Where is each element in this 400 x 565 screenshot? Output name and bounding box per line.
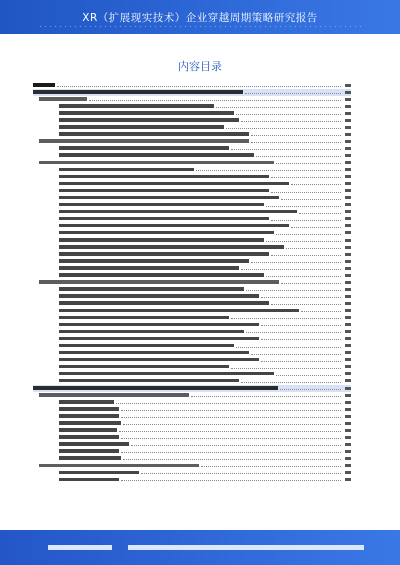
toc-entry[interactable] — [33, 470, 351, 477]
toc-page-number — [345, 316, 351, 319]
toc-leader-dots — [266, 206, 341, 207]
toc-page-number — [345, 98, 351, 101]
toc-page-number — [345, 210, 351, 213]
toc-leader-dots — [121, 438, 341, 439]
toc-entry-label — [59, 231, 274, 235]
toc-page-number — [345, 351, 351, 354]
toc-entry-label — [59, 372, 274, 376]
toc-entry-label — [39, 139, 249, 143]
toc-entry-label — [59, 287, 244, 291]
toc-leader-dots — [123, 459, 341, 460]
toc-page-number — [345, 147, 351, 150]
toc-page-number — [345, 239, 351, 242]
toc-entry[interactable] — [33, 103, 351, 110]
toc-leader-dots — [261, 361, 341, 362]
toc-leader-dots — [281, 283, 341, 284]
toc-entry-label — [59, 478, 119, 482]
toc-page-number — [345, 231, 351, 234]
toc-page-number — [345, 422, 351, 425]
toc-page-number — [345, 281, 351, 284]
toc-entry-label — [59, 379, 239, 383]
toc-entry[interactable] — [33, 152, 351, 159]
toc-entry[interactable] — [33, 258, 351, 265]
toc-entry-label — [33, 386, 278, 390]
toc-entry[interactable] — [33, 244, 351, 251]
toc-entry[interactable] — [33, 463, 351, 470]
toc-leader-dots — [266, 276, 341, 277]
toc-leader-dots — [261, 297, 341, 298]
toc-entry-label — [59, 111, 234, 115]
toc-leader-dots — [121, 417, 341, 418]
toc-page-number — [345, 309, 351, 312]
toc-entry[interactable] — [33, 392, 351, 399]
toc-entry[interactable] — [33, 117, 351, 124]
toc-page-number — [345, 105, 351, 108]
toc-entry[interactable] — [33, 181, 351, 188]
toc-entry-label — [59, 224, 289, 228]
toc-entry[interactable] — [33, 110, 351, 117]
footer-right-text — [128, 545, 364, 550]
toc-entry-label — [59, 309, 299, 313]
toc-leader-dots — [119, 431, 341, 432]
toc-entry[interactable] — [33, 364, 351, 371]
toc-entry[interactable] — [33, 308, 351, 315]
toc-entry-label — [59, 316, 229, 320]
toc-entry[interactable] — [33, 350, 351, 357]
toc-entry[interactable] — [33, 202, 351, 209]
toc-entry[interactable] — [33, 378, 351, 385]
toc-entry[interactable] — [33, 477, 351, 484]
toc-page-number — [345, 224, 351, 227]
toc-entry[interactable] — [33, 82, 351, 89]
toc-leader-dots — [231, 368, 341, 369]
toc-leader-dots — [231, 149, 341, 150]
toc-leader-dots — [271, 220, 341, 221]
toc-leader-dots — [191, 396, 341, 397]
toc-entry[interactable] — [33, 195, 351, 202]
toc-leader-dots — [231, 318, 341, 319]
toc-leader-dots — [271, 255, 341, 256]
toc-page-number — [345, 84, 351, 87]
toc-page-number — [345, 450, 351, 453]
report-header-bar — [0, 0, 400, 34]
toc-entry-label — [39, 97, 87, 101]
toc-page-number — [345, 344, 351, 347]
toc-page-number — [345, 436, 351, 439]
toc-page-number — [345, 415, 351, 418]
toc-entry-label — [59, 330, 244, 334]
toc-page-number — [345, 267, 351, 270]
toc-entry-label — [59, 351, 249, 355]
toc-entry[interactable] — [33, 420, 351, 427]
toc-entry[interactable] — [33, 385, 351, 392]
toc-entry-label — [59, 259, 249, 263]
toc-leader-dots — [89, 100, 341, 101]
toc-entry[interactable] — [33, 371, 351, 378]
toc-entry-label — [59, 153, 254, 157]
toc-page-number — [345, 154, 351, 157]
toc-leader-dots — [299, 213, 341, 214]
toc-entry-label — [59, 294, 259, 298]
toc-page-number — [345, 394, 351, 397]
toc-leader-dots — [261, 339, 341, 340]
toc-page-number — [345, 471, 351, 474]
toc-entry[interactable] — [33, 315, 351, 322]
toc-leader-dots — [131, 445, 341, 446]
toc-title: 内容目录 — [178, 60, 222, 73]
toc-entry-label — [59, 301, 269, 305]
toc-page-number — [345, 323, 351, 326]
toc-entry[interactable] — [33, 160, 351, 167]
toc-entry-label — [59, 449, 119, 453]
toc-entry[interactable] — [33, 209, 351, 216]
report-title: XR（扩展现实技术）企业穿越周期策略研究报告 — [82, 12, 318, 24]
toc-entry-label — [59, 189, 269, 193]
toc-page-number — [345, 161, 351, 164]
toc-entry[interactable] — [33, 124, 351, 131]
toc-page-number — [345, 358, 351, 361]
toc-leader-dots — [251, 142, 341, 143]
toc-leader-dots — [236, 114, 341, 115]
toc-leader-dots — [280, 389, 341, 390]
toc-entry-label — [59, 104, 214, 108]
toc-page-number — [345, 443, 351, 446]
toc-page-number — [345, 246, 351, 249]
toc-entry-label — [59, 252, 269, 256]
toc-page-number — [345, 457, 351, 460]
toc-entry[interactable] — [33, 230, 351, 237]
toc-page-number — [345, 379, 351, 382]
toc-entry[interactable] — [33, 455, 351, 462]
toc-leader-dots — [261, 325, 341, 326]
toc-entry-label — [59, 414, 119, 418]
toc-entry[interactable] — [33, 343, 351, 350]
toc-leader-dots — [241, 121, 341, 122]
toc-leader-dots — [276, 163, 341, 164]
toc-entry[interactable] — [33, 300, 351, 307]
toc-leader-dots — [246, 290, 341, 291]
toc-leader-dots — [256, 156, 341, 157]
toc-entry-label — [39, 464, 199, 468]
toc-page-number — [345, 464, 351, 467]
toc-leader-dots — [246, 332, 341, 333]
toc-entry[interactable] — [33, 216, 351, 223]
toc-leader-dots — [226, 128, 341, 129]
toc-entry[interactable] — [33, 237, 351, 244]
toc-leader-dots — [236, 347, 341, 348]
toc-leader-dots — [241, 382, 341, 383]
toc-leader-dots — [196, 170, 341, 171]
toc-page-number — [345, 91, 351, 94]
toc-entry-label — [59, 118, 239, 122]
toc-leader-dots — [241, 269, 341, 270]
toc-page-number — [345, 182, 351, 185]
toc-page-number — [345, 288, 351, 291]
toc-page-number — [345, 126, 351, 129]
toc-entry-label — [59, 471, 139, 475]
toc-entry[interactable] — [33, 138, 351, 145]
toc-leader-dots — [301, 311, 341, 312]
toc-entry[interactable] — [33, 336, 351, 343]
toc-entry[interactable] — [33, 448, 351, 455]
toc-leader-dots — [116, 403, 341, 404]
toc-entry-label — [59, 456, 121, 460]
toc-entry-label — [59, 266, 239, 270]
toc-page-number — [345, 196, 351, 199]
toc-page-number — [345, 274, 351, 277]
toc-entry-label — [59, 400, 114, 404]
toc-entry[interactable] — [33, 174, 351, 181]
toc-leader-dots — [216, 107, 341, 108]
toc-entry-label — [33, 83, 55, 87]
toc-entry[interactable] — [33, 357, 351, 364]
toc-entry[interactable] — [33, 131, 351, 138]
toc-entry-label — [59, 273, 264, 277]
toc-entry-label — [59, 203, 264, 207]
toc-leader-dots — [286, 248, 341, 249]
toc-entry-label — [59, 132, 249, 136]
footer-bar — [0, 530, 400, 565]
toc-page-number — [345, 330, 351, 333]
toc-page-number — [345, 112, 351, 115]
toc-leader-dots — [141, 473, 341, 474]
toc-page-number — [345, 478, 351, 481]
toc-leader-dots — [291, 227, 341, 228]
toc-leader-dots — [121, 410, 341, 411]
toc-leader-dots — [57, 86, 341, 87]
toc-entry[interactable] — [33, 272, 351, 279]
toc-leader-dots — [271, 177, 341, 178]
toc-page-number — [345, 119, 351, 122]
toc-entry[interactable] — [33, 279, 351, 286]
toc-entry-label — [59, 175, 269, 179]
toc-entry-label — [59, 407, 119, 411]
toc-entry[interactable] — [33, 145, 351, 152]
toc-page-number — [345, 295, 351, 298]
toc-entry[interactable] — [33, 406, 351, 413]
toc-entry-label — [33, 90, 243, 94]
toc-entry[interactable] — [33, 322, 351, 329]
toc-entry[interactable] — [33, 89, 351, 96]
toc-page-number — [345, 387, 351, 390]
toc-entry-label — [59, 196, 279, 200]
toc-entry[interactable] — [33, 286, 351, 293]
toc-page-number — [345, 217, 351, 220]
toc-page-number — [345, 175, 351, 178]
toc-entry[interactable] — [33, 167, 351, 174]
toc-entry[interactable] — [33, 441, 351, 448]
toc-entry[interactable] — [33, 251, 351, 258]
toc-leader-dots — [123, 424, 341, 425]
toc-entry-label — [39, 280, 279, 284]
toc-leader-dots — [201, 466, 341, 467]
toc-leader-dots — [251, 135, 341, 136]
toc-leader-dots — [271, 304, 341, 305]
toc-page-number — [345, 253, 351, 256]
toc-page-number — [345, 372, 351, 375]
toc-entry[interactable] — [33, 399, 351, 406]
toc-page-number — [345, 365, 351, 368]
toc-entry-label — [59, 245, 284, 249]
toc-page-number — [345, 302, 351, 305]
toc-entry-label — [59, 146, 229, 150]
toc-entry[interactable] — [33, 293, 351, 300]
toc-leader-dots — [291, 184, 341, 185]
toc-leader-dots — [271, 192, 341, 193]
toc-page-number — [345, 337, 351, 340]
toc-entry[interactable] — [33, 329, 351, 336]
toc-page-number — [345, 133, 351, 136]
toc-leader-dots — [251, 354, 341, 355]
toc-entry[interactable] — [33, 223, 351, 230]
toc-entry-label — [59, 421, 121, 425]
toc-entry-label — [59, 428, 117, 432]
toc-page-number — [345, 260, 351, 263]
table-of-contents — [33, 82, 351, 484]
toc-page-number — [345, 203, 351, 206]
toc-page-number — [345, 408, 351, 411]
toc-page-number — [345, 140, 351, 143]
toc-entry-label — [59, 125, 224, 129]
toc-leader-dots — [121, 480, 341, 481]
toc-entry-label — [59, 344, 234, 348]
footer-left-text — [48, 545, 112, 550]
toc-entry-label — [59, 323, 259, 327]
toc-page-number — [345, 168, 351, 171]
toc-page-number — [345, 429, 351, 432]
toc-leader-dots — [251, 262, 341, 263]
toc-entry-label — [59, 337, 259, 341]
toc-entry[interactable] — [33, 434, 351, 441]
toc-page-number — [345, 189, 351, 192]
toc-leader-dots — [276, 234, 341, 235]
toc-leader-dots — [281, 199, 341, 200]
toc-entry[interactable] — [33, 265, 351, 272]
toc-entry-label — [59, 358, 259, 362]
toc-entry-label — [59, 168, 194, 172]
toc-page-number — [345, 401, 351, 404]
toc-entry-label — [39, 393, 189, 397]
toc-entry-label — [59, 365, 229, 369]
toc-entry[interactable] — [33, 413, 351, 420]
toc-entry[interactable] — [33, 96, 351, 103]
toc-entry-label — [39, 161, 274, 165]
toc-entry-label — [59, 238, 264, 242]
toc-entry-label — [59, 217, 269, 221]
toc-entry[interactable] — [33, 188, 351, 195]
toc-entry-label — [59, 435, 119, 439]
toc-leader-dots — [276, 375, 341, 376]
toc-entry[interactable] — [33, 427, 351, 434]
toc-leader-dots — [266, 241, 341, 242]
toc-entry-label — [59, 210, 297, 214]
toc-entry-label — [59, 182, 289, 186]
toc-leader-dots — [245, 93, 341, 94]
toc-leader-dots — [121, 452, 341, 453]
toc-entry-label — [59, 442, 129, 446]
